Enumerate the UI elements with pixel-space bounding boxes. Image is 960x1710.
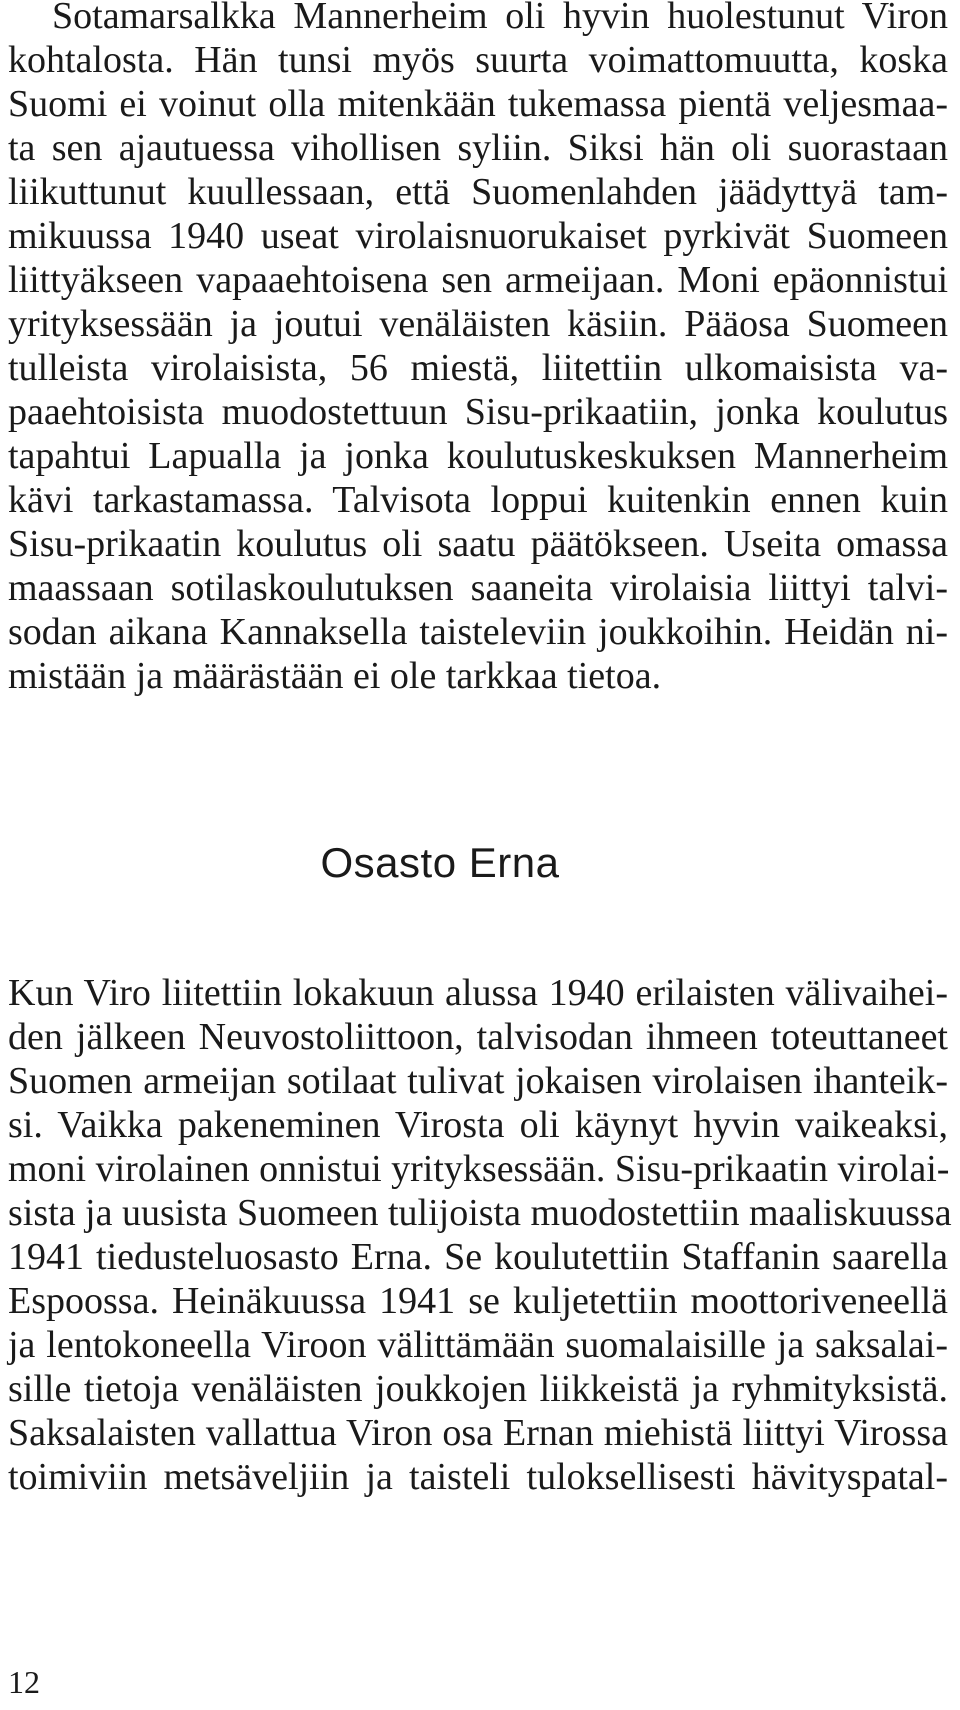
- text-line: mistään ja määrästään ei ole tarkkaa tietoa.: [8, 655, 662, 697]
- text-line: yrityksessään ja joutui venäläisten käsiin. Pääosa Suomeen: [8, 303, 948, 345]
- text-line: mikuussa 1940 useat virolaisnuorukaiset pyrkivät Suomeen: [8, 215, 948, 257]
- text-line: den jälkeen Neuvostoliittoon, talvisodan ihmeen toteuttaneet: [8, 1016, 948, 1058]
- text-line: kävi tarkastamassa. Talvisota loppui kuitenkin ennen kuin: [8, 479, 948, 521]
- text-line: tulleista virolaisista, 56 miestä, liitettiin ulkomaisista va-: [8, 347, 948, 389]
- text-line: sille tietoja venäläisten joukkojen liikkeistä ja ryhmityksistä.: [8, 1368, 948, 1410]
- text-line: Sotamarsalkka Mannerheim oli hyvin huolestunut Viron: [52, 0, 948, 37]
- text-line: maassaan sotilaskoulutuksen saaneita virolaisia liittyi talvi-: [8, 567, 948, 609]
- text-line: sodan aikana Kannaksella taisteleviin joukkoihin. Heidän ni-: [8, 611, 948, 653]
- text-line: ja lentokoneella Viroon välittämään suomalaisille ja saksalai-: [8, 1324, 948, 1366]
- text-line: Kun Viro liitettiin lokakuun alussa 1940 erilaisten välivaihei-: [8, 972, 948, 1014]
- text-line: toimiviin metsäveljiin ja taisteli tuloksellisesti hävityspatal-: [8, 1456, 948, 1498]
- text-line: Suomi ei voinut olla mitenkään tukemassa pientä veljesmaa-: [8, 83, 948, 125]
- text-line: Suomen armeijan sotilaat tulivat jokaisen virolaisen ihanteik-: [8, 1060, 948, 1102]
- text-line: liikuttunut kuullessaan, että Suomenlahden jäädyttyä tam-: [8, 171, 948, 213]
- text-line: moni virolainen onnistui yrityksessään. Sisu-prikaatin virolai-: [8, 1148, 950, 1190]
- text-line: 1941 tiedusteluosasto Erna. Se koulutettiin Staffanin saarella: [8, 1236, 948, 1278]
- text-line: kohtalosta. Hän tunsi myös suurta voimattomuutta, koska: [8, 39, 948, 81]
- text-line: ta sen ajautuessa vihollisen syliin. Siksi hän oli suorastaan: [8, 127, 948, 169]
- text-line: sista ja uusista Suomeen tulijoista muodostettiin maaliskuussa: [8, 1192, 952, 1234]
- text-line: si. Vaikka pakeneminen Virosta oli käynyt hyvin vaikeaksi,: [8, 1104, 948, 1146]
- page-number: 12: [8, 1664, 40, 1700]
- text-line: paaehtoisista muodostettuun Sisu-prikaatiin, jonka koulutus: [8, 391, 948, 433]
- section-heading: Osasto Erna: [320, 839, 560, 886]
- text-line: Sisu-prikaatin koulutus oli saatu päätökseen. Useita omassa: [8, 523, 948, 565]
- text-line: Saksalaisten vallattua Viron osa Ernan miehistä liittyi Virossa: [8, 1412, 948, 1454]
- text-line: tapahtui Lapualla ja jonka koulutuskeskuksen Mannerheim: [8, 435, 948, 477]
- text-line: Espoossa. Heinäkuussa 1941 se kuljetettiin moottoriveneellä: [8, 1280, 948, 1322]
- text-line: liittyäkseen vapaaehtoisena sen armeijaan. Moni epäonnistui: [8, 259, 948, 301]
